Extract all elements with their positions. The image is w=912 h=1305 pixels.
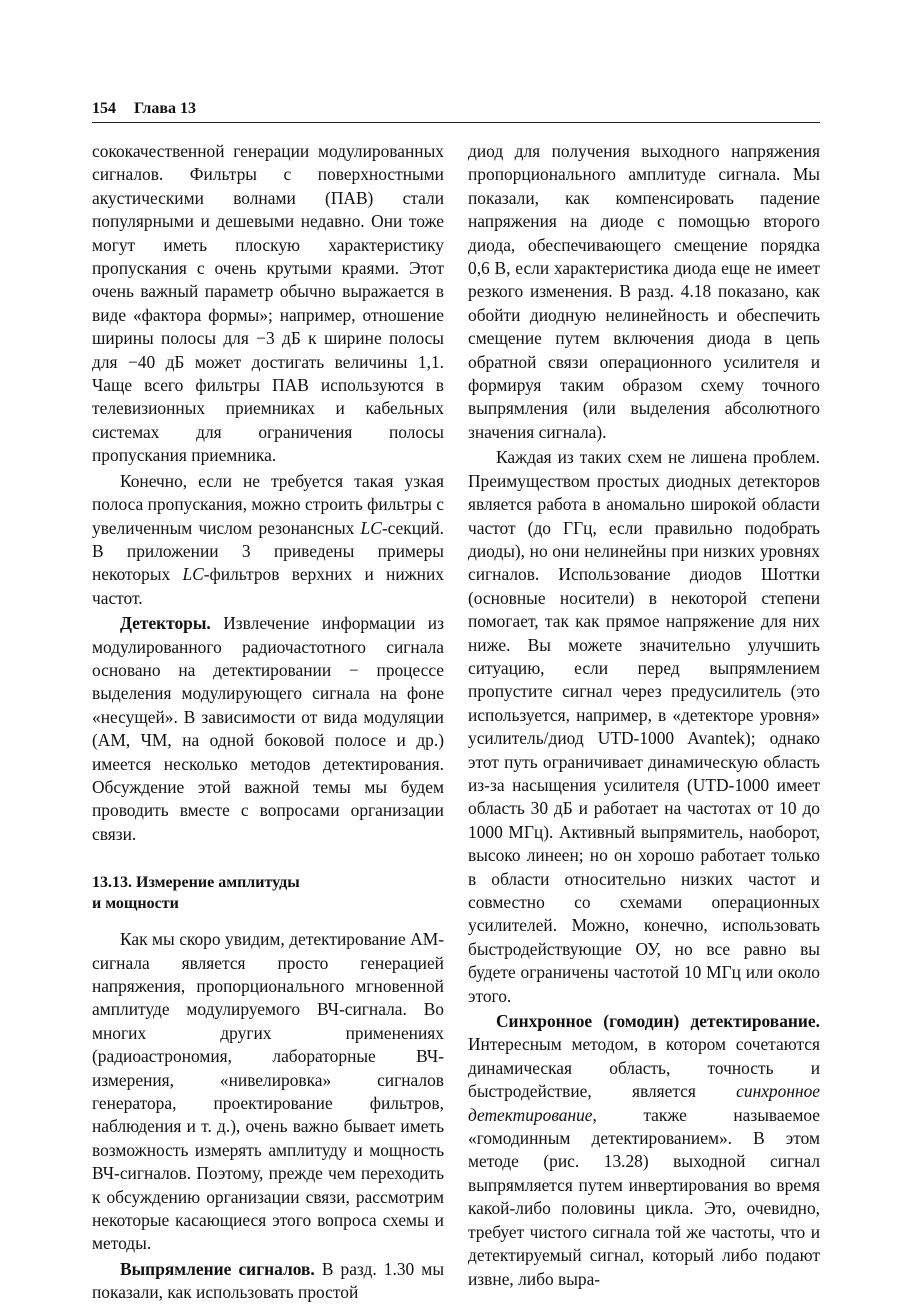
running-header bbox=[92, 100, 820, 123]
paragraph-diode-detection: диод для получения выходного напряжения пропорционального амплитуде сигнала. Мы показали, как компенсировать падение напряжения на диоде с помощью второго диода, обеспечивающего смещение порядка 0,6 В, если характеристика диода еще не имеет резкого изменения. В разд. 4.18 показано, как обойти диодную нелинейность и обеспечить смещение путем включения диода в цепь обратной связи операционного усилителя и формируя таким образом схему точного выпрямления (или выделения абсолютного значения сигнала). bbox=[468, 141, 820, 442]
paragraph-detectors: Детекторы. Извлечение информации из модулированного радиочастотного сигнала основано на детектировании − процессе выделения модулирующего сигнала на фоне «несущей». В зависимости от вида модуляции (АМ, ЧМ, на одной боковой полосе и др.) имеется несколько методов детектирования. Обсуждение этой важной темы мы будем проводить вместе с вопросами организации связи. bbox=[92, 613, 444, 844]
paragraph-saw-filters: сококачественной генерации модулированных сигналов. Фильтры с поверхностными акустическими волнами (ПАВ) стали популярными и дешевыми недавно. Они тоже могут иметь плоскую характеристику пропускания с очень крутыми краями. Этот очень важный параметр обычно выражается в виде «фактора формы»; например, отношение ширины полосы для −3 дБ к ширине полосы для −40 дБ может достигать величины 1,1. Чаще всего фильтры ПАВ используются в телевизионных приемниках и кабельных системах для ограничения полосы пропускания приемника. bbox=[92, 141, 444, 466]
lc-term: LC bbox=[182, 564, 204, 585]
run-in-heading-detectors: Детекторы. bbox=[120, 613, 211, 634]
paragraph-synchronous-detection: Синхронное (гомодин) детектирование. Интересным методом, в котором сочетаются динамическая область, точность и быстродействие, является синхронное детектирование, также называемое «гомодинным детектированием». В этом методе (рис. 13.28) выходной сигнал выпрямляется путем инвертирования во время какой-либо половины цикла. Это, очевидно, требует чистого сигнала той же частоты, что и детектируемый сигнал, который либо подают извне, либо выра- bbox=[468, 1011, 820, 1289]
run-in-heading-synchronous: Синхронное (гомодин) детектирование. bbox=[496, 1011, 820, 1032]
paragraph-amplitude-measurement: Как мы скоро увидим, детектирование АМ-сигнала является просто генерацией напряжения, пропорционального мгновенной амплитуде модулируемого ВЧ-сигнала. Во многих других применениях (радиоастрономия, лабораторные ВЧ-измерения, «нивелировка» сигналов генератора, проектирование фильтров, наблюдения и т. д.), очень важно бывает иметь возможность измерять амплитуду и мощность ВЧ-сигналов. Поэтому, прежде чем переходить к обсуждению организации связи, рассмотрим некоторые касающиеся этого вопроса схемы и методы. bbox=[92, 929, 444, 1254]
paragraph-detector-problems: Каждая из таких схем не лишена проблем. Преимуществом простых диодных детекторов является работа в аномально широкой области частот (до ГГц, если правильно подобрать диоды), но они нелинейны при низких уровнях сигналов. Использование диодов Шоттки (основные носители) в некоторой степени помогает, так как прямое напряжение для них ниже. Вы можете значительно улучшить ситуацию, если перед выпрямлением пропустите сигнал через предусилитель (это используется, например, в «детекторе уровня» усилитель/диод UTD-1000 Avantek); однако этот путь ограничивает динамическую область из-за насыщения усилителя (UTD-1000 имеет область 30 дБ и работает на частотах от 10 до 1000 МГц). Активный выпрямитель, наоборот, высоко линеен; но он хорошо работает только в области относительно низких частот и совместно со схемами операционных усилителей. Можно, конечно, использовать быстродействующие ОУ, но все равно вы будете ограничены частотой 10 МГц или около этого. bbox=[468, 447, 820, 1006]
left-column bbox=[92, 140, 444, 1305]
paragraph-lc-filters: Конечно, если не требуется такая узкая полоса пропускания, можно строить фильтры с увеличенным числом резонансных LC-секций. В приложении 3 приведены примеры некоторых LC-фильтров верхних и нижних частот. bbox=[92, 470, 444, 608]
section-heading-13-13: 13.13. Измерение амплитуды и мощности bbox=[92, 874, 300, 913]
chapter-title: Глава 13 bbox=[134, 100, 196, 117]
run-in-heading-rectification: Выпрямление сигналов. bbox=[120, 1258, 315, 1279]
emphasis-term: синхронное детектирование bbox=[468, 1081, 820, 1125]
page-number: 154 bbox=[92, 100, 116, 117]
lc-term: LC bbox=[360, 517, 382, 538]
paragraph-rectification: Выпрямление сигналов. В разд. 1.30 мы показали, как использовать простой bbox=[92, 1258, 444, 1303]
right-column bbox=[468, 140, 820, 1291]
